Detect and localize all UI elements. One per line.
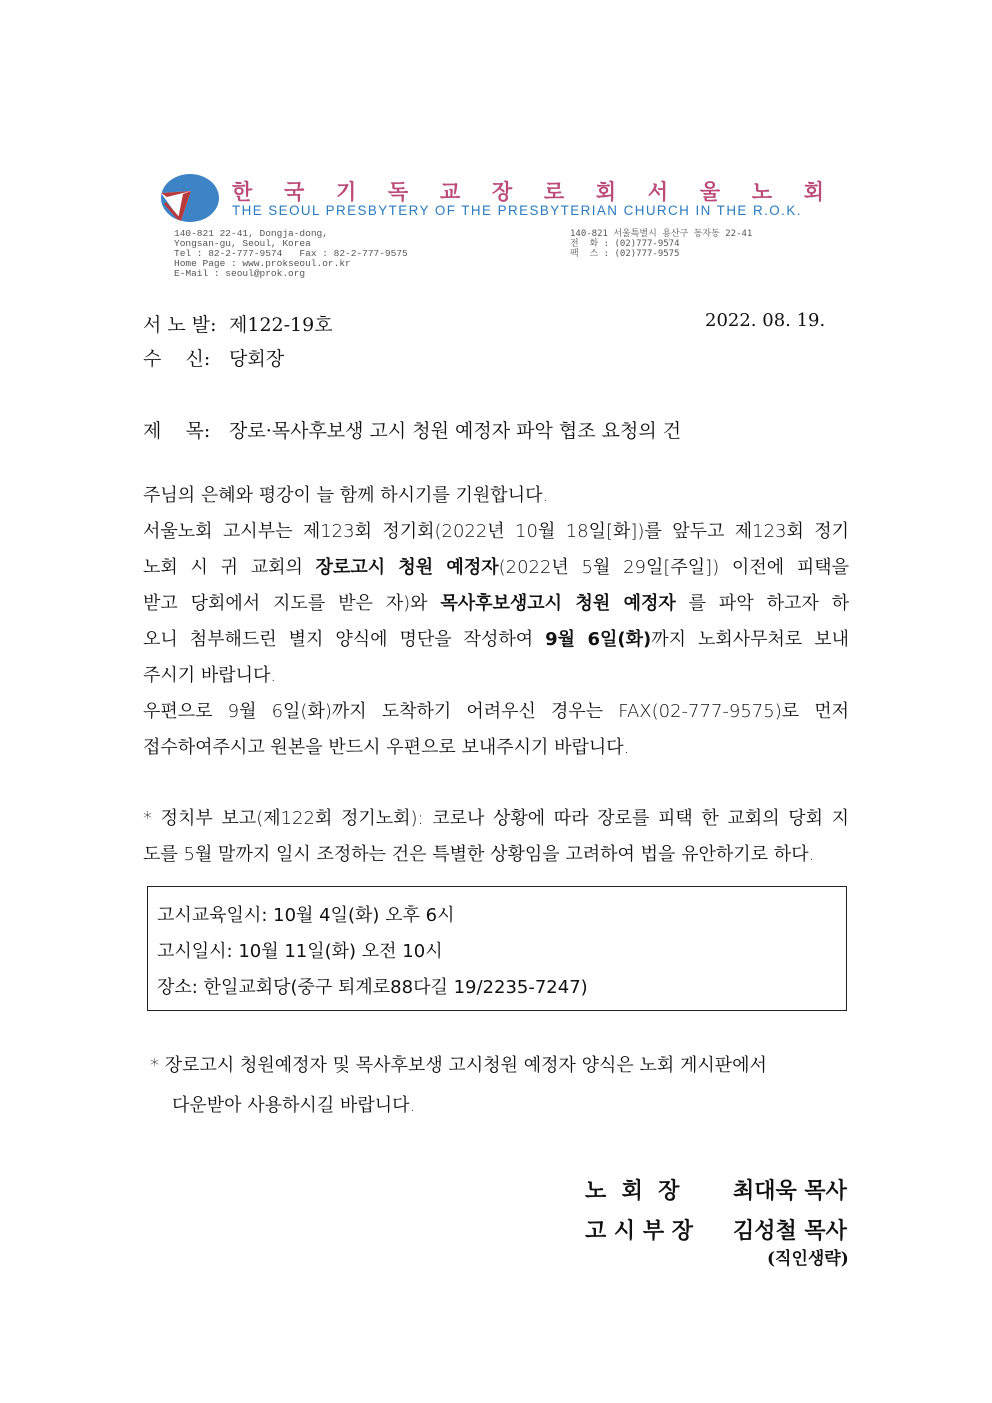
greeting-line: 주님의 은혜와 평강이 늘 함께 하시기를 기원합니다. <box>143 485 549 506</box>
policy-note-line: 도를 5월 말까지 일시 조정하는 건은 특별한 상황임을 고려하여 법을 유안하기로 하다. <box>143 844 815 865</box>
recipient <box>143 344 284 371</box>
signature-exam-chair <box>585 1214 847 1245</box>
exam-education-time: 고시교육일시: 10월 4일(화) 오후 6시 <box>157 905 455 926</box>
org-name-english: THE SEOUL PRESBYTERY OF THE PRESBYTERIAN CHURCH IN THE R.O.K. <box>232 203 802 218</box>
recipient-value: 당회장 <box>229 348 285 370</box>
body-line: 노회 시 귀 교회의 장로고시 청원 예정자(2022년 5월 29일[주일]) 이전에 피택을 <box>143 557 849 578</box>
subject-label: 제 목: <box>143 420 211 442</box>
form-note-line: * 장로고시 청원예정자 및 목사후보생 고시청원 예정자 양식은 노회 게시판에서 <box>150 1055 767 1076</box>
document-number <box>143 310 333 337</box>
signature-name: 김성철 목사 <box>733 1218 847 1244</box>
body-line: 주시기 바랍니다. <box>143 665 277 686</box>
signature-title: 고 시 부 장 <box>585 1218 693 1244</box>
subject <box>143 416 681 443</box>
elder-candidate-highlight: 장로고시 청원 예정자 <box>315 557 499 578</box>
body-line: 오니 첨부해드린 별지 양식에 명단을 작성하여 9월 6일(화)까지 노회사무처로 보내 <box>143 629 850 650</box>
body-line: 받고 당회에서 지도를 받은 자)와 목사후보생고시 청원 예정자 를 파악 하고자 하 <box>143 593 849 614</box>
form-note-line: 다운받아 사용하시길 바랍니다. <box>172 1095 416 1116</box>
exam-time: 고시일시: 10월 11일(화) 오전 10시 <box>157 941 443 962</box>
org-name-korean: 한 국 기 독 교 장 로 회 서 울 노 회 <box>232 180 824 204</box>
signature-title: 노 회 장 <box>585 1178 680 1204</box>
exam-place: 장소: 한일교회당(중구 퇴계로88다길 19/2235-7247) <box>157 977 588 998</box>
deadline-highlight: 9월 6일(화) <box>545 629 652 650</box>
address-korean: 140-821 서울특별시 용산구 동자동 22-41 전 화 : (02)777-9574 팩 스 : (02)777-9575 <box>570 229 753 259</box>
body-line: 접수하여주시고 원본을 반드시 우편으로 보내주시기 바랍니다. <box>143 737 630 758</box>
address-english: 140-821 22-41, Dongja-dong, Yongsan-gu, Seoul, Korea Tel : 82-2-777-9574 Fax : 82-2-777-9575 Home Page : www.prokseoul.or.kr E-Mail : seoul@prok.org <box>174 228 408 279</box>
exam-schedule-box <box>147 886 847 1011</box>
document-number-label: 서 노 발: <box>143 314 217 336</box>
policy-note-line: * 정치부 보고(제122회 정기노회): 코로나 상황에 따라 장로를 피택 한 교회의 당회 지 <box>143 808 849 829</box>
document-date: 2022. 08. 19. <box>705 310 826 331</box>
body-line: 서울노회 고시부는 제123회 정기회(2022년 10월 18일[화])를 앞두고 제123회 정기 <box>143 521 849 542</box>
signature-name: 최대욱 목사 <box>733 1178 847 1204</box>
body-line: 우편으로 9월 6일(화)까지 도착하기 어려우신 경우는 FAX(02-777-9575)로 먼저 <box>143 701 849 722</box>
recipient-label: 수 신: <box>143 348 211 370</box>
document-number-value: 제122-19호 <box>229 314 333 336</box>
pastor-candidate-highlight: 목사후보생고시 청원 예정자 <box>440 593 676 614</box>
seal-omitted-note: (직인생략) <box>767 1249 849 1269</box>
signature-presbytery-moderator <box>585 1174 847 1205</box>
presbytery-logo <box>157 173 219 223</box>
subject-value: 장로·목사후보생 고시 청원 예정자 파악 협조 요청의 건 <box>229 420 682 442</box>
